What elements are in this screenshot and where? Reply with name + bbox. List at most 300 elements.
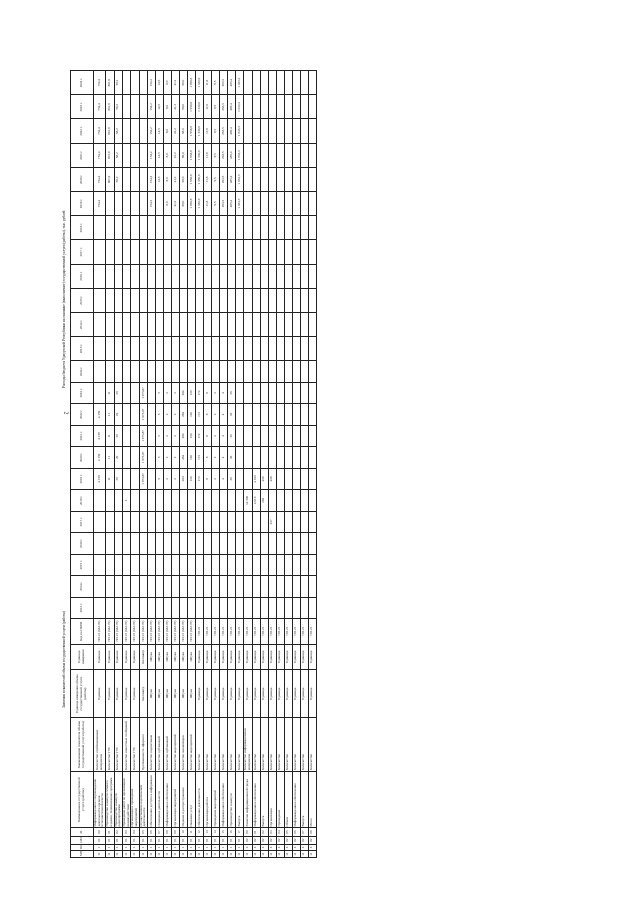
row-budget-cell	[139, 167, 147, 191]
row-value-cell	[131, 382, 139, 403]
row-code-cell: 01	[212, 836, 220, 844]
row-budget-cell	[212, 337, 220, 361]
row-value-cell	[268, 576, 276, 597]
row-value-cell	[300, 490, 308, 511]
header-year: 2013 г.	[71, 597, 94, 618]
row-budget-cell	[188, 312, 196, 336]
row-indicator-unit-cell: Штука	[188, 670, 196, 718]
row-code-cell: 2	[260, 844, 268, 851]
row-value-cell	[131, 447, 139, 468]
row-budget-cell	[284, 216, 292, 240]
row-budget-cell	[164, 216, 172, 240]
row-code-cell: 02	[260, 836, 268, 844]
row-okei-cell: 745.21 (642.70)	[148, 619, 156, 645]
row-budget-cell	[212, 288, 220, 312]
row-budget-cell	[268, 216, 276, 240]
row-code-cell: 02	[260, 828, 268, 836]
row-budget-cell	[244, 312, 252, 336]
row-value-cell	[268, 361, 276, 382]
row-indicator-unit-cell: Единица	[228, 670, 236, 718]
row-unit-cell: Единица	[131, 644, 139, 670]
header-service-name: Наименование государственной услуги (работы)	[71, 772, 94, 828]
row-budget-cell: 485,4	[228, 119, 236, 143]
row-value-cell: 14 500	[244, 490, 252, 511]
row-value-cell	[204, 597, 212, 618]
row-value-cell	[164, 511, 172, 532]
row-unit-cell: Штука	[156, 644, 164, 670]
row-value-cell	[131, 361, 139, 382]
row-budget-cell	[148, 216, 156, 240]
row-budget-cell: 754,4	[94, 119, 106, 143]
row-budget-cell	[94, 337, 106, 361]
row-okei-cell: 745.21 (642.70)	[114, 619, 122, 645]
row-unit-cell: Единица	[106, 644, 114, 670]
row-service-name: Объем	[284, 772, 292, 828]
row-value-cell	[188, 554, 196, 575]
row-service-name: Развитие информационной среды	[244, 772, 252, 828]
row-value-cell: 4	[220, 425, 228, 446]
row-value-cell: 4 159	[94, 425, 106, 446]
row-code-cell: 1	[114, 844, 122, 851]
row-budget-cell	[180, 264, 188, 288]
row-budget-cell: 263,5	[220, 71, 228, 95]
row-value-cell	[94, 361, 106, 382]
row-code-cell: 00	[244, 828, 252, 836]
row-unit-cell: Единица	[204, 644, 212, 670]
table-row	[164, 71, 172, 858]
row-value-cell	[228, 490, 236, 511]
row-value-cell	[244, 468, 252, 489]
row-value-cell	[284, 382, 292, 403]
row-budget-cell	[164, 288, 172, 312]
row-budget-cell: 754,4	[94, 95, 106, 119]
row-budget-cell	[172, 312, 180, 336]
row-value-cell	[300, 533, 308, 554]
header-year: 2020 г.	[71, 447, 94, 468]
row-indicator-unit-cell: Единица	[212, 670, 220, 718]
row-budget-cell	[172, 216, 180, 240]
header-year: 2023 г.	[71, 382, 94, 403]
row-budget-cell: 154,2	[148, 192, 156, 216]
row-budget-cell	[164, 337, 172, 361]
row-indicator-name: Количество	[212, 718, 220, 772]
header-year: 2017 г.	[71, 511, 94, 532]
row-value-cell: 120	[188, 425, 196, 446]
row-budget-cell	[308, 240, 316, 264]
row-value-cell	[260, 511, 268, 532]
row-code-cell: 11	[308, 851, 316, 858]
row-budget-cell: 801,9	[106, 119, 114, 143]
row-code-cell: 01	[114, 836, 122, 844]
row-budget-cell	[228, 288, 236, 312]
row-budget-cell	[164, 264, 172, 288]
row-value-cell	[220, 576, 228, 597]
row-budget-cell	[292, 143, 300, 167]
row-budget-cell: 263,5	[220, 143, 228, 167]
row-value-cell	[94, 554, 106, 575]
row-budget-cell: 98,0	[180, 192, 188, 216]
row-value-cell	[148, 554, 156, 575]
row-budget-cell: 1 958,8	[188, 167, 196, 191]
row-budget-cell	[131, 192, 139, 216]
row-budget-cell	[131, 71, 139, 95]
row-indicator-unit-cell: Единица	[252, 670, 260, 718]
row-value-cell	[180, 533, 188, 554]
row-value-cell: 4 616	[252, 490, 260, 511]
row-value-cell: 11	[106, 382, 114, 403]
row-budget-cell: 98,0	[180, 167, 188, 191]
row-value-cell	[236, 511, 244, 532]
row-value-cell: 284	[180, 382, 188, 403]
row-unit-cell: Единица	[114, 644, 122, 670]
row-budget-cell	[244, 143, 252, 167]
row-value-cell	[131, 597, 139, 618]
row-value-cell: 36	[228, 468, 236, 489]
table-row	[139, 71, 147, 858]
row-indicator-unit-cell: Единица	[122, 670, 130, 718]
row-value-cell: 4	[220, 382, 228, 403]
row-indicator-name: Количество публикаций	[164, 718, 172, 772]
row-budget-cell	[268, 143, 276, 167]
row-indicator-name: Количество информационных материалов	[244, 718, 252, 772]
row-value-cell: 8	[204, 425, 212, 446]
row-value-cell	[276, 382, 284, 403]
row-value-cell	[114, 597, 122, 618]
row-value-cell	[212, 576, 220, 597]
row-code-cell: 11	[172, 851, 180, 858]
row-value-cell	[204, 576, 212, 597]
row-budget-cell: 9,5	[212, 119, 220, 143]
row-value-cell: 2	[212, 447, 220, 468]
row-budget-cell	[284, 143, 292, 167]
row-indicator-unit-cell: Единица	[284, 670, 292, 718]
row-value-cell	[148, 447, 156, 468]
row-value-cell: 1 975,87	[139, 382, 147, 403]
row-budget-cell	[188, 240, 196, 264]
row-budget-cell: 58,2	[114, 167, 122, 191]
row-value-cell	[252, 447, 260, 468]
row-value-cell	[148, 533, 156, 554]
row-budget-cell	[122, 143, 130, 167]
row-value-cell	[106, 511, 114, 532]
row-value-cell	[148, 468, 156, 489]
row-budget-cell	[139, 337, 147, 361]
row-indicator-name: Количество	[252, 718, 260, 772]
row-budget-cell	[252, 337, 260, 361]
table-row	[114, 71, 122, 858]
row-budget-cell	[131, 167, 139, 191]
row-value-cell	[244, 447, 252, 468]
row-value-cell	[308, 511, 316, 532]
row-indicator-unit-cell: Единица	[268, 670, 276, 718]
row-code-cell: 1	[188, 844, 196, 851]
row-code-cell: 03	[268, 828, 276, 836]
row-code-cell: 02	[276, 836, 284, 844]
row-value-cell	[180, 490, 188, 511]
row-value-cell: 2	[172, 447, 180, 468]
row-code-cell: 08	[308, 828, 316, 836]
row-value-cell	[228, 361, 236, 382]
row-value-cell	[94, 533, 106, 554]
row-indicator-unit-cell: Единица	[131, 670, 139, 718]
row-value-cell	[252, 554, 260, 575]
row-okei-cell: 745.21 (642.70)	[188, 619, 196, 645]
row-code-cell: 01	[131, 836, 139, 844]
row-value-cell	[148, 490, 156, 511]
row-budget-cell	[122, 264, 130, 288]
row-indicator-unit-cell: Единица	[300, 670, 308, 718]
row-indicator-unit-cell: Единица	[276, 670, 284, 718]
row-value-cell	[156, 511, 164, 532]
row-indicator-name: Количество опубликованных материалов	[94, 718, 106, 772]
row-budget-cell: 41,2	[172, 192, 180, 216]
row-budget-cell	[300, 143, 308, 167]
row-value-cell	[244, 361, 252, 382]
table-row	[212, 71, 220, 858]
row-value-cell	[292, 404, 300, 425]
row-code-cell: 11	[131, 851, 139, 858]
row-code-cell: 01	[156, 836, 164, 844]
table-row	[148, 71, 156, 858]
row-budget-cell	[260, 264, 268, 288]
row-budget-cell	[276, 167, 284, 191]
row-value-cell	[292, 554, 300, 575]
row-value-cell	[236, 425, 244, 446]
row-okei-cell: 745.21	[220, 619, 228, 645]
header-year: 2022 г.	[71, 404, 94, 425]
header-year: 2015 г.	[71, 554, 94, 575]
row-value-cell: 172	[196, 447, 204, 468]
row-budget-cell	[106, 312, 114, 336]
row-value-cell	[148, 576, 156, 597]
row-budget-cell: 8,0	[164, 167, 172, 191]
row-budget-cell	[196, 216, 204, 240]
row-budget-cell	[139, 192, 147, 216]
row-okei-cell: 745.21	[196, 619, 204, 645]
row-budget-cell	[106, 240, 114, 264]
row-code-cell: 1	[122, 844, 130, 851]
row-budget-cell	[114, 216, 122, 240]
row-budget-cell	[244, 119, 252, 143]
row-value-cell	[244, 576, 252, 597]
row-budget-cell: 754,4	[94, 167, 106, 191]
row-budget-cell	[196, 312, 204, 336]
row-unit-cell: Единица	[284, 644, 292, 670]
table-row	[260, 71, 268, 858]
row-budget-cell	[260, 95, 268, 119]
row-value-cell	[260, 554, 268, 575]
row-okei-cell: 745.21 (642.70)	[131, 619, 139, 645]
row-value-cell: 284	[180, 447, 188, 468]
row-value-cell: 2	[172, 382, 180, 403]
row-budget-cell	[114, 288, 122, 312]
row-code-cell: 11	[139, 851, 147, 858]
row-value-cell	[188, 576, 196, 597]
row-value-cell	[260, 404, 268, 425]
row-value-cell	[196, 597, 204, 618]
row-value-cell	[156, 361, 164, 382]
row-value-cell	[164, 361, 172, 382]
row-budget-cell	[172, 337, 180, 361]
row-budget-cell	[268, 264, 276, 288]
row-code-cell: 17	[236, 828, 244, 836]
row-value-cell	[268, 425, 276, 446]
row-budget-cell	[148, 264, 156, 288]
row-code-cell: 11	[180, 851, 188, 858]
row-value-cell	[131, 511, 139, 532]
row-value-cell: 2	[164, 425, 172, 446]
row-budget-cell	[131, 264, 139, 288]
row-value-cell	[236, 447, 244, 468]
row-value-cell	[131, 554, 139, 575]
row-indicator-name: Количество	[220, 718, 228, 772]
row-budget-cell	[300, 264, 308, 288]
row-value-cell: 2	[212, 404, 220, 425]
row-okei-cell: 745.21 (642.70)	[122, 619, 130, 645]
row-unit-cell: Единица	[196, 644, 204, 670]
row-budget-cell	[300, 119, 308, 143]
row-value-cell	[236, 361, 244, 382]
row-value-cell	[131, 576, 139, 597]
row-value-cell	[276, 468, 284, 489]
row-code-cell: 1	[139, 844, 147, 851]
row-budget-cell	[212, 312, 220, 336]
row-value-cell	[244, 554, 252, 575]
row-indicator-unit-cell: Единица	[204, 670, 212, 718]
row-budget-cell	[252, 71, 260, 95]
row-budget-cell	[114, 240, 122, 264]
row-budget-cell: 1 033,3	[236, 167, 244, 191]
row-budget-cell	[204, 312, 212, 336]
row-value-cell	[94, 597, 106, 618]
row-budget-cell	[268, 240, 276, 264]
row-code-cell: 01	[252, 828, 260, 836]
row-value-cell	[276, 533, 284, 554]
row-budget-cell	[180, 337, 188, 361]
row-indicator-unit-cell: Единица	[260, 670, 268, 718]
row-okei-cell: 745.21	[244, 619, 252, 645]
table-row	[122, 71, 130, 858]
row-budget-cell	[252, 288, 260, 312]
row-budget-cell	[236, 288, 244, 312]
row-budget-cell	[284, 240, 292, 264]
row-value-cell	[308, 576, 316, 597]
row-budget-cell: 1 958,8	[188, 71, 196, 95]
row-budget-cell	[308, 71, 316, 95]
row-code-cell: 01	[106, 836, 114, 844]
row-unit-cell: Единица	[220, 644, 228, 670]
row-value-cell: 8	[204, 468, 212, 489]
row-value-cell	[204, 511, 212, 532]
row-value-cell	[300, 576, 308, 597]
row-value-cell	[228, 511, 236, 532]
row-value-cell: 120	[188, 447, 196, 468]
header-budget-year: 2023 г.	[71, 95, 94, 119]
row-budget-cell	[276, 288, 284, 312]
row-budget-cell	[300, 216, 308, 240]
header-unit: Единица измерения	[71, 644, 94, 670]
row-budget-cell	[172, 240, 180, 264]
row-budget-cell	[156, 264, 164, 288]
row-budget-cell	[114, 312, 122, 336]
row-budget-cell	[122, 95, 130, 119]
row-budget-cell	[106, 192, 114, 216]
row-budget-cell	[244, 167, 252, 191]
row-okei-cell: 745.21 (642.70)	[139, 619, 147, 645]
row-service-name: Информационное обеспечение	[164, 772, 172, 828]
row-code-cell: 05	[284, 828, 292, 836]
row-budget-cell	[204, 240, 212, 264]
row-budget-cell	[284, 192, 292, 216]
row-code-cell: 04	[131, 828, 139, 836]
row-budget-cell: 8,0	[164, 95, 172, 119]
row-value-cell: 8	[204, 404, 212, 425]
row-budget-cell	[156, 240, 164, 264]
row-code-cell: 11	[212, 851, 220, 858]
row-code-cell: 01	[148, 836, 156, 844]
row-indicator-name: Количество мероприятий	[172, 718, 180, 772]
table-row	[244, 71, 252, 858]
row-value-cell	[292, 447, 300, 468]
row-value-cell	[292, 490, 300, 511]
row-value-cell: 2	[212, 382, 220, 403]
row-budget-cell: 1 958,8	[188, 143, 196, 167]
row-budget-cell: 8,0	[164, 71, 172, 95]
row-service-name: Проведение мероприятий	[212, 772, 220, 828]
row-value-cell	[236, 490, 244, 511]
header-budget-year: 2024 г.	[71, 71, 94, 95]
row-service-name: Выпуск	[260, 772, 268, 828]
row-code-cell: 02	[292, 836, 300, 844]
row-budget-cell	[260, 240, 268, 264]
row-indicator-name: Количество	[276, 718, 284, 772]
row-value-cell	[252, 533, 260, 554]
row-value-cell	[260, 576, 268, 597]
row-value-cell	[172, 533, 180, 554]
row-budget-cell: 263,5	[220, 119, 228, 143]
row-code-cell: 02	[300, 836, 308, 844]
row-budget-cell: 1 330,6	[196, 95, 204, 119]
row-budget-cell: 1 033,3	[236, 119, 244, 143]
row-value-cell	[260, 533, 268, 554]
row-indicator-name: Количество	[292, 718, 300, 772]
row-budget-cell: 41,2	[172, 119, 180, 143]
row-indicator-name: Количество	[268, 718, 276, 772]
row-budget-cell: 801,9	[106, 95, 114, 119]
row-code-cell: 1	[172, 844, 180, 851]
row-budget-cell	[244, 216, 252, 240]
row-budget-cell	[94, 288, 106, 312]
row-okei-cell: 745.21	[204, 619, 212, 645]
row-budget-cell	[308, 119, 316, 143]
header-budget-year: 2020 г.	[71, 167, 94, 191]
table-row	[308, 71, 316, 858]
row-budget-cell	[244, 192, 252, 216]
row-code-cell: 01	[220, 836, 228, 844]
row-value-cell	[139, 490, 147, 511]
row-unit-cell: Единица	[244, 644, 252, 670]
row-value-cell	[164, 490, 172, 511]
header-code-mp: МП	[71, 851, 94, 858]
row-indicator-unit-cell: Единица	[244, 670, 252, 718]
row-budget-cell	[172, 288, 180, 312]
row-budget-cell	[300, 192, 308, 216]
row-code-cell: 07	[156, 828, 164, 836]
row-value-cell	[139, 361, 147, 382]
row-budget-cell	[131, 143, 139, 167]
row-budget-cell	[268, 312, 276, 336]
row-budget-cell	[244, 71, 252, 95]
